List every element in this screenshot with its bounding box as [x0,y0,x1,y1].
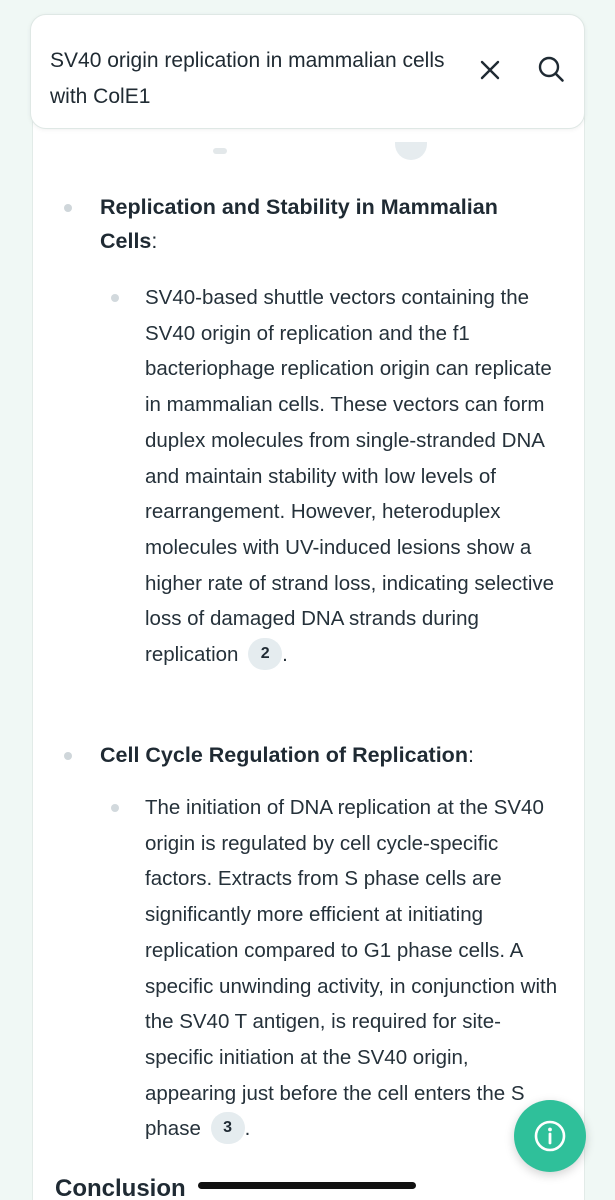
section-paragraph: SV40-based shuttle vectors containing the SV40 origin of replication and the f1 bacteriophage replication origin can replicate in mammalian cells. These vectors can form duplex molecules from single-stranded DNA and maintain stability with low levels of rearrangement. However, heteroduplex molecules with UV-induced lesions show a higher rate of strand loss, indicating selective loss of damaged DNA strands during replication 2 . [145,280,565,673]
citation-badge-partial[interactable] [395,142,427,160]
citation-badge[interactable]: 3 [211,1112,245,1144]
sub-list-bullet [111,804,119,812]
sub-list-bullet [111,294,119,302]
close-icon [479,59,501,81]
search-icon [537,55,565,83]
home-indicator[interactable] [198,1182,416,1189]
section-heading: Cell Cycle Regulation of Replication: [100,743,474,767]
info-icon [533,1119,567,1153]
search-button[interactable] [533,51,569,87]
list-bullet [64,752,72,760]
section-paragraph: The initiation of DNA replication at the SV40 origin is regulated by cell cycle-specific factors. Extracts from S phase cells are significantly more efficient at initiating replication compared to G1 phase cells. A specific unwinding activity, in conjunction with the SV40 T antigen, is required for site-specific initiation at the SV40 origin, appearing just before the cell enters the S phase 3 . [145,790,565,1147]
conclusion-heading: Conclusion [55,1175,186,1200]
info-button[interactable] [514,1100,586,1172]
section-heading: Replication and Stability in Mammalian Cells: [100,195,498,253]
truncated-text-fragment [213,148,227,154]
search-bar[interactable] [30,14,585,129]
search-query[interactable]: SV40 origin replication in mammalian cells with ColE1 [50,49,445,108]
citation-badge[interactable]: 2 [248,638,282,670]
clear-search-button[interactable] [473,53,507,87]
list-bullet [64,204,72,212]
